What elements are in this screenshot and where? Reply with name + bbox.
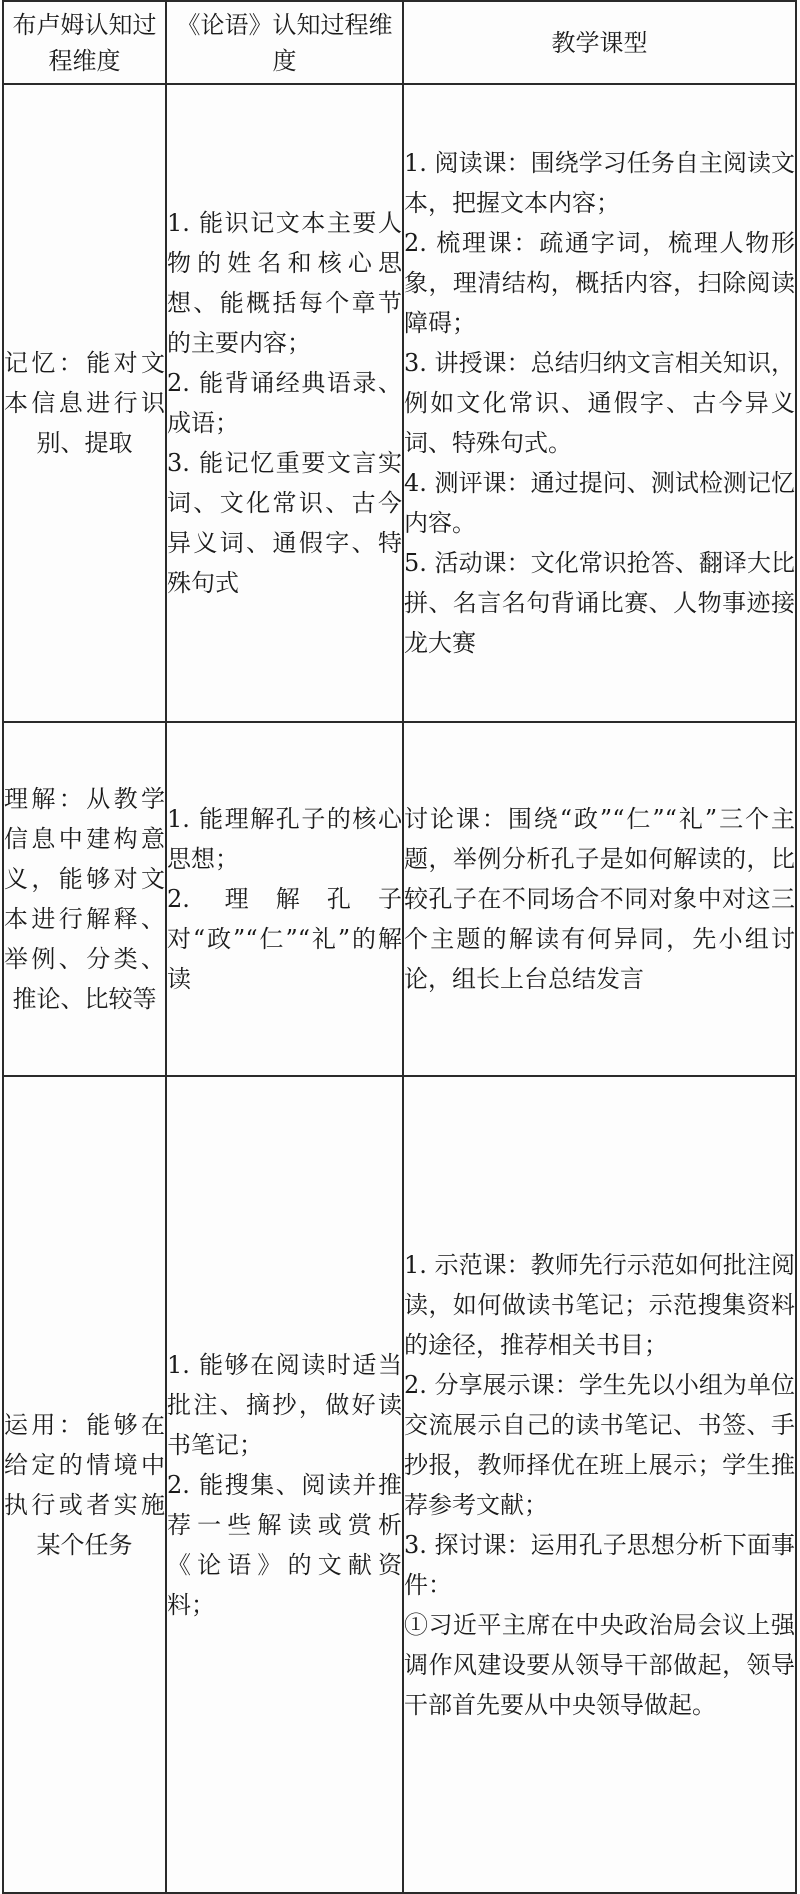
lesson-item: 5. 活动课：文化常识抢答、翻译大比拼、名言名句背诵比赛、人物事迹接龙大赛 xyxy=(404,549,795,657)
lesson-item: 2. 分享展示课：学生先以小组为单位交流展示自己的读书笔记、书签、手抄报，教师择优在班上展示；学生推荐参考文献； xyxy=(404,1370,795,1519)
header-lesson-type: 教学课型 xyxy=(403,1,796,84)
header-lunyu-dimension: 《论语》认知过程维度 xyxy=(166,1,403,84)
lunyu-cell xyxy=(166,1076,403,1893)
dimension-text: 理解：从教学信息中建构意义，能够对文本进行解释、举例、分类、推论、比较等 xyxy=(4,785,165,1013)
lunyu-item: 1. 能够在阅读时适当批注、摘抄，做好读书笔记； xyxy=(167,1350,402,1459)
lunyu-item: 2. 能搜集、阅读并推荐一些解读或赏析《论语》的文献资料； xyxy=(167,1470,402,1619)
lesson-item: 3. 讲授课：总结归纳文言相关知识，例如文化常识、通假字、古今异义词、特殊句式。 xyxy=(404,349,795,457)
table-header-row xyxy=(3,1,796,84)
header-bloom-dimension: 布卢姆认知过程维度 xyxy=(3,1,166,84)
lesson-cell xyxy=(403,1076,796,1893)
lunyu-item: 3. 能记忆重要文言实词、文化常识、古今异义词、通假字、特殊句式 xyxy=(167,449,402,597)
lunyu-item: 1. 能识记文本主要人物的姓名和核心思想、能概括每个章节的主要内容； xyxy=(167,209,402,357)
lesson-item: 讨论课：围绕“政”“仁”“礼”三个主题，举例分析孔子是如何解读的，比较孔子在不同场合不同对象中对这三个主题的解读有何异同，先小组讨论，组长上台总结发言 xyxy=(404,805,795,993)
lesson-cell xyxy=(403,84,796,722)
lunyu-item: 1. 能理解孔子的核心思想； xyxy=(167,805,402,873)
dimension-text: 运用：能够在给定的情境中执行或者实施某个任务 xyxy=(4,1410,165,1559)
dimension-cell xyxy=(3,1076,166,1893)
lesson-item: ①习近平主席在中央政治局会议上强调作风建设要从领导干部做起，领导干部首先要从中央领导做起。 xyxy=(404,1610,795,1719)
dimension-cell xyxy=(3,84,166,722)
lesson-item: 4. 测评课：通过提问、测试检测记忆内容。 xyxy=(404,469,795,537)
lesson-item: 1. 阅读课：围绕学习任务自主阅读文本，把握文本内容； xyxy=(404,149,795,217)
table-row-understanding xyxy=(3,722,796,1076)
lunyu-item: 2. 能背诵经典语录、成语； xyxy=(167,369,402,437)
table-row-memory xyxy=(3,84,796,722)
lesson-item: 1. 示范课：教师先行示范如何批注阅读，如何做读书笔记；示范搜集资料的途径，推荐相关书目； xyxy=(404,1250,795,1359)
lesson-item: 3. 探讨课：运用孔子思想分析下面事件： xyxy=(404,1530,795,1599)
lunyu-cell xyxy=(166,84,403,722)
dimension-text: 记忆：能对文本信息进行识别、提取 xyxy=(4,349,165,457)
lesson-cell xyxy=(403,722,796,1076)
lunyu-item: 2. 理解孔子对“政”“仁”“礼”的解读 xyxy=(167,885,402,993)
lesson-item: 2. 梳理课：疏通字词，梳理人物形象，理清结构，概括内容，扫除阅读障碍； xyxy=(404,229,795,337)
curriculum-table xyxy=(2,0,797,1894)
table-row-application xyxy=(3,1076,796,1893)
dimension-cell xyxy=(3,722,166,1076)
lunyu-cell xyxy=(166,722,403,1076)
